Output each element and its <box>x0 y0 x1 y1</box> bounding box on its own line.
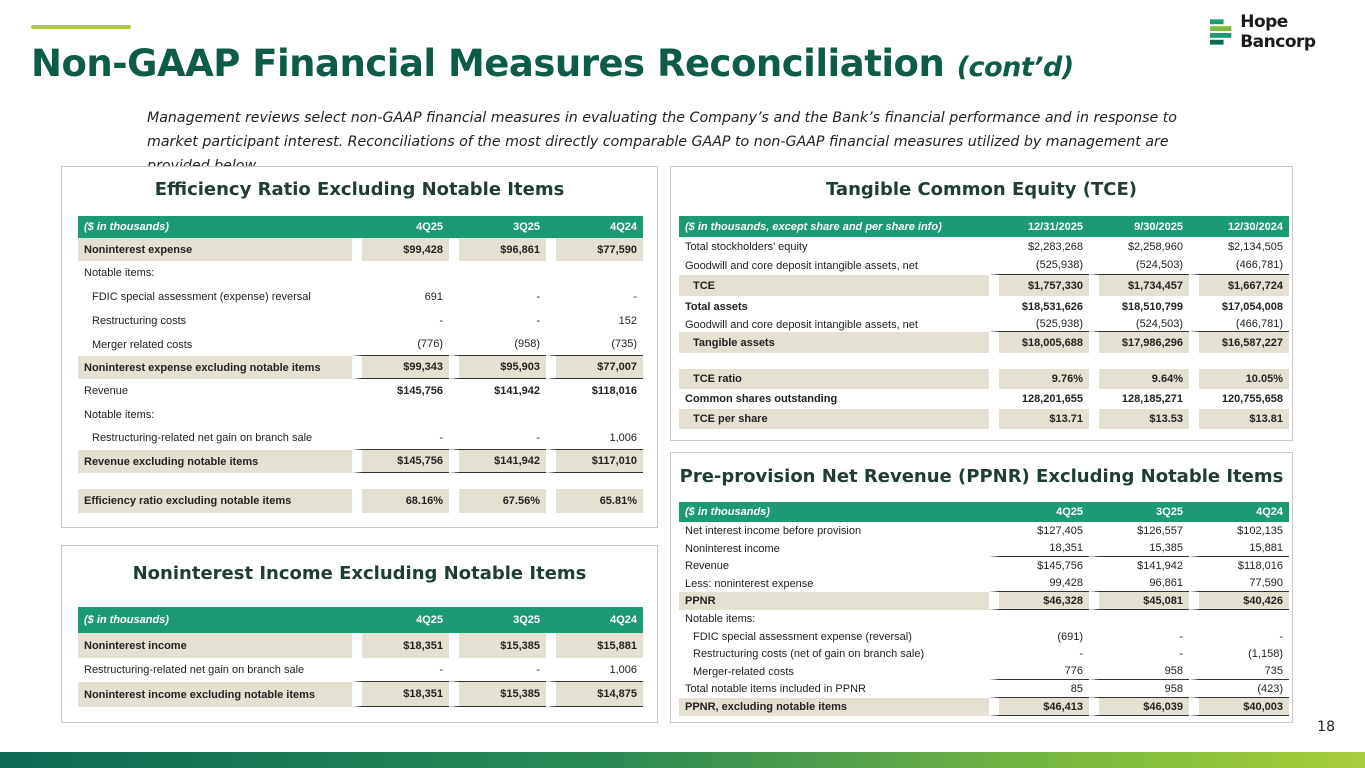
table-row: Merger related costs (776) (958) (735) <box>78 333 643 356</box>
table-row: Total assets $18,531,626 $18,510,799 $17,054,008 <box>679 296 1289 317</box>
table-row: Restructuring costs (net of gain on branch sale) - - (1,158) <box>679 645 1289 663</box>
table-row: FDIC special assessment (expense) reversal 691 - - <box>78 285 643 309</box>
table-row: PPNR, excluding notable items $46,413 $46,039 $40,003 <box>679 698 1289 716</box>
table-row: Revenue $145,756 $141,942 $118,016 <box>679 557 1289 575</box>
table-header-row: ($ in thousands) 4Q25 3Q25 4Q24 <box>78 607 643 633</box>
table-row: Noninterest income 18,351 15,385 15,881 <box>679 540 1289 557</box>
ppnr-title: Pre-provision Net Revenue (PPNR) Excluding Notable Items <box>679 466 1284 487</box>
ppnr-table <box>679 502 1289 716</box>
table-row: Noninterest expense $99,428 $96,861 $77,590 <box>78 238 643 261</box>
table-row: Noninterest income excluding notable items $18,351 $15,385 $14,875 <box>78 682 643 707</box>
page-number: 18 <box>1317 719 1335 735</box>
table-row: Revenue excluding notable items $145,756 $141,942 $117,010 <box>78 450 643 473</box>
table-row: Efficiency ratio excluding notable items 68.16% 67.56% 65.81% <box>78 489 643 513</box>
table-row: Goodwill and core deposit intangible assets, net (525,938) (524,503) (466,781) <box>679 317 1289 332</box>
table-row: Restructuring-related net gain on branch sale - - 1,006 <box>78 658 643 682</box>
table-row: PPNR $46,328 $45,081 $40,426 <box>679 592 1289 610</box>
table-row: Notable items: <box>679 610 1289 628</box>
efficiency-ratio-panel <box>61 166 658 528</box>
table-row: Notable items: <box>78 403 643 426</box>
noninterest-income-title: Noninterest Income Excluding Notable Items <box>132 563 587 584</box>
table-row: Tangible assets $18,005,688 $17,986,296 $16,587,227 <box>679 332 1289 353</box>
table-row: TCE per share $13.71 $13.53 $13.81 <box>679 409 1289 429</box>
efficiency-ratio-title: Efficiency Ratio Excluding Notable Items <box>154 179 565 200</box>
company-logo <box>1208 12 1365 52</box>
table-row: Noninterest income $18,351 $15,385 $15,881 <box>78 633 643 658</box>
table-row: Revenue $145,756 $141,942 $118,016 <box>78 379 643 403</box>
footer-gradient-bar <box>0 752 1365 768</box>
table-row: Common shares outstanding 128,201,655 128,185,271 120,755,658 <box>679 389 1289 409</box>
table-header-row: ($ in thousands) 4Q25 3Q25 4Q24 <box>679 502 1289 522</box>
tce-table <box>679 216 1289 429</box>
table-row: Net interest income before provision $127,405 $126,557 $102,135 <box>679 522 1289 540</box>
table-row: Less: noninterest expense 99,428 96,861 77,590 <box>679 575 1289 592</box>
efficiency-ratio-table <box>78 216 643 513</box>
table-row: Notable items: <box>78 261 643 285</box>
spacer-row <box>78 473 643 489</box>
table-row: Noninterest expense excluding notable items $99,343 $95,903 $77,007 <box>78 356 643 379</box>
title-accent-line <box>31 25 131 29</box>
table-row: TCE $1,757,330 $1,734,457 $1,667,724 <box>679 275 1289 296</box>
table-row: FDIC special assessment expense (reversal) (691) - - <box>679 628 1289 645</box>
hope-bancorp-logo-icon <box>1208 18 1235 46</box>
table-header-row: ($ in thousands) 4Q25 3Q25 4Q24 <box>78 216 643 238</box>
intro-text: Management reviews select non-GAAP financial measures in evaluating the Company’s and the Bank’s financial performance and in response to market participant interest. Reconciliations of the most directly comparable GAAP to non-GAAP financial measures utilized by management are <box>147 110 1177 150</box>
logo-text: Hope Bancorp <box>1240 12 1316 52</box>
tce-panel <box>670 166 1293 441</box>
ppnr-panel <box>670 452 1293 723</box>
table-row: Total stockholders’ equity $2,283,268 $2,258,960 $2,134,505 <box>679 237 1289 256</box>
table-row: Merger-related costs 776 958 735 <box>679 663 1289 680</box>
table-row: Restructuring-related net gain on branch sale - - 1,006 <box>78 426 643 450</box>
page-title: Non-GAAP Financial Measures Reconciliation (cont’d) <box>31 42 1074 85</box>
noninterest-income-panel <box>61 545 658 723</box>
noninterest-income-table <box>78 607 643 707</box>
table-row: Goodwill and core deposit intangible assets, net (525,938) (524,503) (466,781) <box>679 256 1289 275</box>
table-row: Total notable items included in PPNR 85 958 (423) <box>679 680 1289 698</box>
table-row: Restructuring costs - - 152 <box>78 309 643 333</box>
tce-title: Tangible Common Equity (TCE) <box>825 179 1138 200</box>
spacer-row <box>679 353 1289 369</box>
table-row: TCE ratio 9.76% 9.64% 10.05% <box>679 369 1289 389</box>
table-header-row: ($ in thousands, except share and per share info) 12/31/2025 9/30/2025 12/30/2024 <box>679 216 1289 237</box>
